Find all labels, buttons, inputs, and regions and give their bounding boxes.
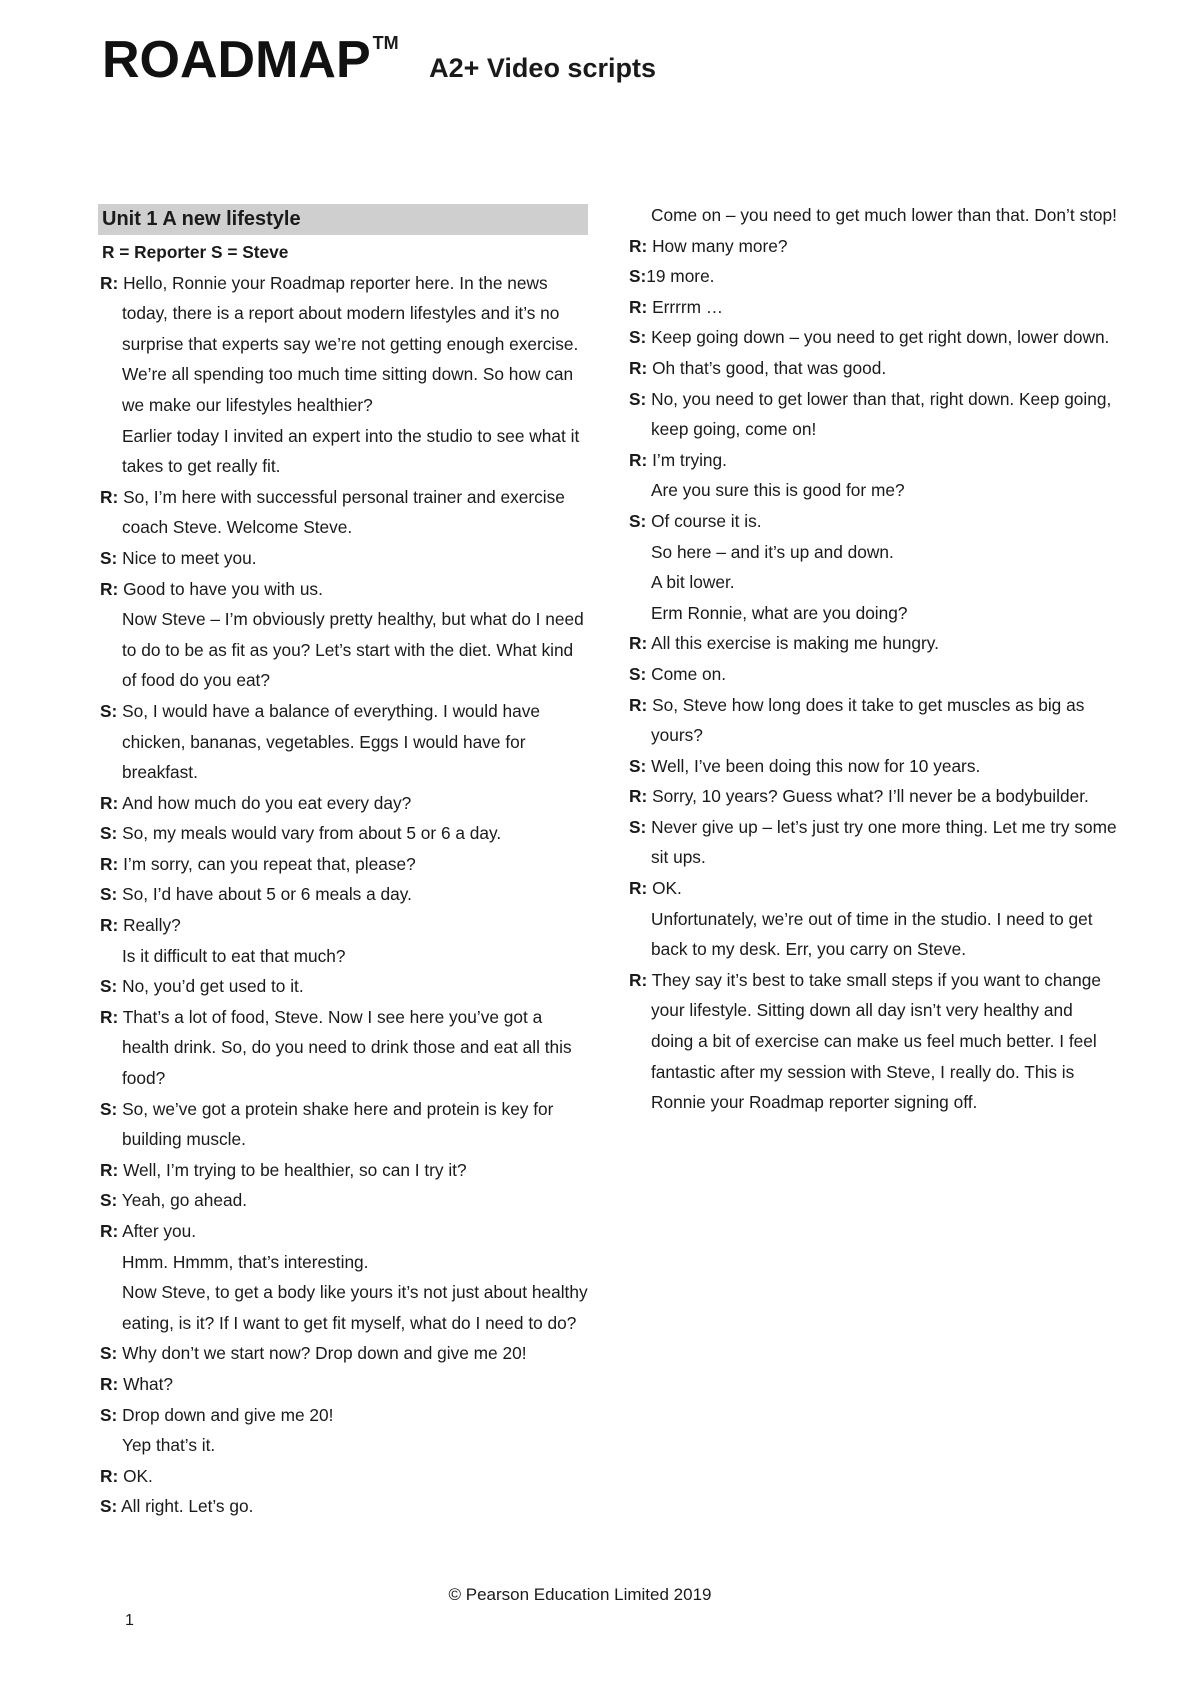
script-line xyxy=(627,904,1117,965)
speaker-label: R: xyxy=(100,1159,119,1180)
line-text: How many more? xyxy=(652,235,788,256)
brand-title: ROADMAP xyxy=(102,31,371,89)
script-line xyxy=(98,941,588,972)
line-text: Erm Ronnie, what are you doing? xyxy=(651,602,908,623)
speaker-label: S: xyxy=(629,816,647,837)
script-line xyxy=(627,659,1117,690)
trademark-symbol: TM xyxy=(372,33,399,53)
speaker-label: R: xyxy=(100,578,119,599)
script-line xyxy=(627,537,1117,568)
line-text: All right. Let’s go. xyxy=(121,1496,254,1517)
speaker-label: S: xyxy=(100,1343,118,1364)
script-line xyxy=(627,506,1117,537)
line-text: Oh that’s good, that was good. xyxy=(652,357,887,378)
line-text: So, Steve how long does it take to get muscles as big as yours? xyxy=(651,694,1085,746)
speaker-label: R: xyxy=(100,853,119,874)
line-text: That’s a lot of food, Steve. Now I see here you’ve got a health drink. So, do you need to drink those and eat all this food? xyxy=(122,1006,572,1089)
line-text: So, I’d have about 5 or 6 meals a day. xyxy=(122,884,412,905)
script-line xyxy=(98,1094,588,1155)
line-text: I’m trying. xyxy=(652,449,727,470)
script-line xyxy=(98,696,588,788)
script-line xyxy=(98,604,588,696)
script-line xyxy=(627,231,1117,262)
speaker-label: R: xyxy=(629,694,648,715)
line-text: Drop down and give me 20! xyxy=(122,1404,334,1425)
script-line xyxy=(627,384,1117,445)
speaker-label: R: xyxy=(100,1006,119,1027)
speaker-label: R: xyxy=(629,633,648,654)
line-text: Of course it is. xyxy=(651,510,762,531)
line-text: So, my meals would vary from about 5 or 6 a day. xyxy=(122,823,502,844)
line-text: 19 more. xyxy=(646,266,715,287)
speaker-label: S: xyxy=(100,823,118,844)
line-text: Why don’t we start now? Drop down and give me 20! xyxy=(122,1343,527,1364)
script-line xyxy=(98,879,588,910)
line-text: After you. xyxy=(122,1221,197,1241)
line-text: Errrrm … xyxy=(652,296,724,317)
line-text: Nice to meet you. xyxy=(122,547,257,568)
script-line xyxy=(98,1491,588,1522)
speaker-label: R: xyxy=(100,915,119,936)
line-text: No, you need to get lower than that, right down. Keep going, keep going, come on! xyxy=(651,388,1112,440)
line-text: A bit lower. xyxy=(651,572,735,593)
speaker-label: R: xyxy=(629,449,648,470)
speaker-label: S: xyxy=(100,1496,118,1517)
line-text: Never give up – let’s just try one more thing. Let me try some sit ups. xyxy=(651,816,1117,868)
script-line xyxy=(98,543,588,574)
script-line xyxy=(627,781,1117,812)
script-line xyxy=(627,812,1117,873)
script-line xyxy=(627,475,1117,506)
speaker-label: S: xyxy=(100,700,118,721)
line-text: Come on – you need to get much lower than that. Don’t stop! xyxy=(651,205,1117,225)
speaker-legend: R = Reporter S = Steve xyxy=(102,242,289,262)
document-header xyxy=(102,30,656,90)
line-text: And how much do you eat every day? xyxy=(122,792,412,813)
script-line xyxy=(98,849,588,880)
script-line xyxy=(627,445,1117,476)
line-text: OK. xyxy=(652,878,682,899)
speaker-label: S: xyxy=(629,266,647,287)
line-text: Good to have you with us. xyxy=(123,578,323,599)
script-line xyxy=(627,873,1117,904)
script-line xyxy=(98,1185,588,1216)
left-column xyxy=(98,204,588,1522)
speaker-label: S: xyxy=(629,663,647,684)
script-line xyxy=(98,1247,588,1278)
right-script-lines xyxy=(627,200,1117,1118)
line-text: Now Steve – I’m obviously pretty healthy, but what do I need to do to be as fit as you? Let’s start with the diet. What kind of food do you eat? xyxy=(122,609,584,691)
speaker-label: S: xyxy=(100,1190,118,1211)
script-line xyxy=(98,1216,588,1247)
script-line xyxy=(98,268,588,421)
speaker-label: R: xyxy=(629,357,648,378)
script-line xyxy=(98,1002,588,1094)
line-text: Yeah, go ahead. xyxy=(121,1190,248,1211)
speaker-label: S: xyxy=(629,755,647,776)
left-script-lines xyxy=(98,268,588,1522)
script-line xyxy=(98,788,588,819)
speaker-label: S: xyxy=(629,510,647,531)
script-line xyxy=(98,1369,588,1400)
line-text: Come on. xyxy=(651,663,727,684)
script-line xyxy=(98,971,588,1002)
speaker-label: R: xyxy=(629,296,648,317)
speaker-label: R: xyxy=(100,1373,119,1394)
script-line xyxy=(98,1338,588,1369)
unit-heading: Unit 1 A new lifestyle xyxy=(98,204,588,235)
document-subtitle: A2+ Video scripts xyxy=(429,53,656,83)
speaker-label: S: xyxy=(100,884,118,905)
script-line xyxy=(98,574,588,605)
script-line xyxy=(627,292,1117,323)
script-line xyxy=(98,818,588,849)
speaker-label: R: xyxy=(629,786,648,807)
line-text: Keep going down – you need to get right down, lower down. xyxy=(651,327,1110,348)
speaker-label: S: xyxy=(100,976,118,997)
speaker-label: S: xyxy=(100,1404,118,1425)
speaker-label: R: xyxy=(100,792,119,813)
script-line xyxy=(98,1461,588,1492)
line-text: Hmm. Hmmm, that’s interesting. xyxy=(122,1251,369,1272)
copyright-footer: © Pearson Education Limited 2019 xyxy=(448,1585,712,1604)
line-text: Unfortunately, we’re out of time in the studio. I need to get back to my desk. Err, you carry on Steve. xyxy=(651,908,1093,960)
line-text: So, I would have a balance of everything. I would have chicken, bananas, vegetables. Eggs I would have for breakfast. xyxy=(122,700,540,783)
speaker-label: S: xyxy=(629,388,647,409)
script-line xyxy=(98,421,588,482)
line-text: OK. xyxy=(123,1465,153,1486)
line-text: So, we’ve got a protein shake here and protein is key for building muscle. xyxy=(122,1098,554,1150)
speaker-label: R: xyxy=(629,969,648,990)
script-line xyxy=(98,1430,588,1461)
script-line xyxy=(98,1400,588,1431)
line-text: Hello, Ronnie your Roadmap reporter here. In the news today, there is a report about modern lifestyles and it’s no surprise that experts say we’re not getting enough exercise. We’re all spending too much time sitting down. So how can we make our lifestyles healthier? xyxy=(122,272,579,415)
line-text: Well, I’ve been doing this now for 10 years. xyxy=(651,755,981,776)
script-line xyxy=(627,965,1117,1118)
speaker-label: R: xyxy=(100,1465,119,1486)
script-line xyxy=(98,1155,588,1186)
speaker-label: S: xyxy=(629,327,647,348)
line-text: Now Steve, to get a body like yours it’s not just about healthy eating, is it? If I want to get fit myself, what do I need to do? xyxy=(122,1282,588,1333)
script-line xyxy=(627,598,1117,629)
speaker-label: R: xyxy=(100,1221,119,1241)
line-text: They say it’s best to take small steps if you want to change your lifestyle. Sitting down all day isn’t very healthy and doing a bit of exercise can make us feel much better. I feel fantastic after my session with Steve, I really do. This is Ronnie your Roadmap reporter signing off. xyxy=(651,969,1101,1113)
script-line xyxy=(627,567,1117,598)
line-text: Yep that’s it. xyxy=(122,1435,216,1456)
speaker-label: R: xyxy=(100,486,119,507)
script-line xyxy=(98,482,588,543)
speaker-label: R: xyxy=(100,272,119,293)
speaker-label: R: xyxy=(629,878,648,899)
speaker-label: R: xyxy=(629,235,648,256)
right-column xyxy=(627,200,1117,1118)
script-line xyxy=(627,751,1117,782)
line-text: So, I’m here with successful personal trainer and exercise coach Steve. Welcome Steve. xyxy=(122,486,565,538)
script-line xyxy=(627,322,1117,353)
page-number: 1 xyxy=(125,1612,134,1629)
line-text: Sorry, 10 years? Guess what? I’ll never be a bodybuilder. xyxy=(652,786,1089,807)
line-text: Well, I’m trying to be healthier, so can I try it? xyxy=(123,1159,467,1180)
script-line xyxy=(627,261,1117,292)
speaker-label: S: xyxy=(100,1098,118,1119)
line-text: Really? xyxy=(123,915,181,936)
line-text: I’m sorry, can you repeat that, please? xyxy=(123,853,416,874)
script-line xyxy=(98,910,588,941)
script-line xyxy=(627,628,1117,659)
line-text: Is it difficult to eat that much? xyxy=(122,945,346,966)
script-line xyxy=(98,1277,588,1338)
script-line xyxy=(627,690,1117,751)
line-text: No, you’d get used to it. xyxy=(122,976,304,997)
script-line xyxy=(627,200,1117,231)
script-line xyxy=(627,353,1117,384)
speaker-label: S: xyxy=(100,547,118,568)
line-text: What? xyxy=(123,1373,174,1394)
line-text: Earlier today I invited an expert into the studio to see what it takes to get really fit. xyxy=(122,425,580,477)
line-text: So here – and it’s up and down. xyxy=(651,541,894,562)
line-text: Are you sure this is good for me? xyxy=(651,480,905,501)
line-text: All this exercise is making me hungry. xyxy=(651,633,939,654)
